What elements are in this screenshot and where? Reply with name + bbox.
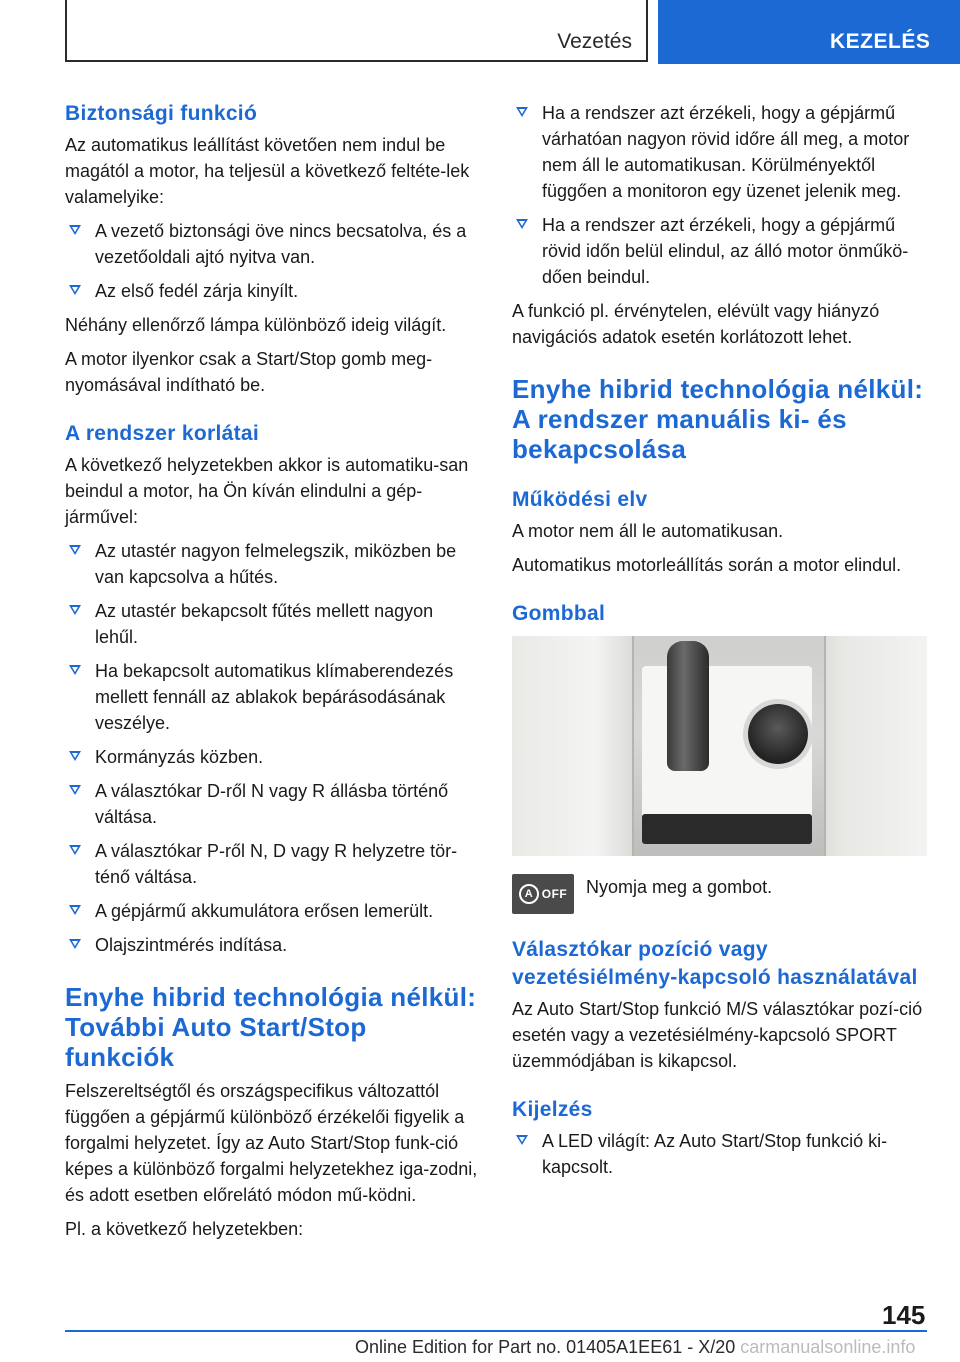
watermark-text: carmanualsonline.info — [740, 1337, 916, 1357]
heading-display: Kijelzés — [512, 1098, 593, 1121]
principle-text-1: A motor nem áll le automatikusan. — [512, 521, 784, 541]
safety-conditions-list — [65, 218, 480, 304]
selector-text: Az Auto Start/Stop funkció M/S választókar pozí-ció esetén vagy a vezetésiélmény-kapcsoló SPORT üzemmódjában is kikapcsol. — [512, 999, 923, 1071]
list-item: Ha a rendszer azt érzékeli, hogy a gépjármű rövid időn belül elindul, az álló motor önműkö-dően beindul. — [512, 212, 927, 290]
triangle-bullet-icon — [69, 751, 81, 761]
example-intro: Pl. a következő helyzetekben: — [65, 1219, 304, 1239]
footer — [355, 1337, 915, 1358]
limits-list — [65, 538, 480, 958]
heading-with-button: Gombbal — [512, 602, 606, 625]
list-item: A vezető biztonsági öve nincs becsatolva, és a vezetőoldali ajtó nyitva van. — [65, 218, 480, 270]
triangle-bullet-icon — [69, 845, 81, 855]
gear-selector-lever — [667, 641, 709, 771]
triangle-bullet-icon — [516, 107, 528, 117]
list-item: Az utastér nagyon felmelegszik, miközben be van kapcsolva a hűtés. — [65, 538, 480, 590]
triangle-bullet-icon — [69, 225, 81, 235]
list-item: Az utastér bekapcsolt fűtés mellett nagyon lehűl. — [65, 598, 480, 650]
limits-intro: A következő helyzetekben akkor is automatiku-san beindul a motor, ha Ön kíván elindulni a gép-járművel: — [65, 455, 469, 527]
header-chapter-tab — [658, 0, 960, 64]
lamps-note: Néhány ellenőrző lámpa különböző ideig világít. — [65, 315, 447, 335]
auto-start-stop-symbol: A — [519, 884, 539, 904]
auto-start-stop-off-icon — [512, 874, 574, 914]
navigation-note: A funkció pl. érvénytelen, elévült vagy hiányzó navigációs adatok esetén korlátozott lehet. — [512, 301, 880, 347]
triangle-bullet-icon — [516, 1135, 528, 1145]
triangle-bullet-icon — [69, 285, 81, 295]
principle-text-2: Automatikus motorleállítás során a motor elindul. — [512, 555, 902, 575]
list-item: Ha bekapcsolt automatikus klímaberendezés mellett fennáll az ablakok bepárásodásának veszélye. — [65, 658, 480, 736]
triangle-bullet-icon — [69, 785, 81, 795]
list-item: A választókar P-ről N, D vagy R helyzetre tör-ténő váltása. — [65, 838, 480, 890]
startstop-note: A motor ilyenkor csak a Start/Stop gomb meg-nyomásával indítható be. — [65, 349, 433, 395]
heading-selector-position: Választókar pozíció vagy vezetésiélmény-kapcsoló használatával — [512, 938, 918, 989]
heading-operating-principle: Működési elv — [512, 488, 648, 511]
triangle-bullet-icon — [69, 905, 81, 915]
header-chapter-title: KEZELÉS — [830, 30, 931, 53]
heading-safety-function: Biztonsági funkció — [65, 102, 258, 125]
list-item: Ha a rendszer azt érzékeli, hogy a gépjármű várhatóan nagyon rövid időre áll meg, a motor nem áll le automatikusan. Körülményektől függően a monitoron egy üzenet jelenik meg. — [512, 100, 927, 204]
further-text: Felszereltségtől és országspecifikus változattól függően a gépjármű különböző érzékelői figyelik a forgalmi helyzetet. Így az Auto Start/Stop funk-ció képes a különböző forgalmi helyzetekhez iga-zodni, és adott esetben előrelátó módon mű-ködni. — [65, 1081, 478, 1205]
list-item: Kormányzás közben. — [65, 744, 480, 770]
header-section-title: Vezetés — [557, 30, 632, 53]
header-section-box — [65, 0, 648, 62]
heading-system-limits: A rendszer korlátai — [65, 422, 259, 445]
footer-divider — [65, 1330, 927, 1332]
idrive-controller — [748, 704, 808, 764]
off-label: OFF — [541, 887, 568, 901]
press-button-text: Nyomja meg a gombot. — [586, 877, 773, 897]
right-column — [512, 100, 927, 1188]
edition-text: Online Edition for Part no. 01405A1EE61 - X/20 — [355, 1337, 736, 1357]
list-item: Olajszintmérés indítása. — [65, 932, 480, 958]
triangle-bullet-icon — [69, 545, 81, 555]
triangle-bullet-icon — [69, 665, 81, 675]
list-item: A LED világít: Az Auto Start/Stop funkció ki-kapcsolt. — [512, 1128, 927, 1180]
button-instruction-row — [512, 874, 927, 914]
prediction-list — [512, 100, 927, 290]
heading-further-functions: Enyhe hibrid technológia nélkül: További Auto Start/Stop funkciók — [65, 982, 477, 1072]
page-number: 145 — [882, 1300, 926, 1330]
list-item: A választókar D-ről N vagy R állásba történő váltása. — [65, 778, 480, 830]
center-console-photo — [512, 636, 927, 856]
triangle-bullet-icon — [69, 939, 81, 949]
triangle-bullet-icon — [516, 219, 528, 229]
list-item: Az első fedél zárja kinyílt. — [65, 278, 480, 304]
list-item: A gépjármű akkumulátora erősen lemerült. — [65, 898, 480, 924]
switch-strip — [642, 814, 812, 844]
display-list — [512, 1128, 927, 1180]
heading-manual-switching: Enyhe hibrid technológia nélkül: A rendszer manuális ki- és bekapcsolása — [512, 374, 924, 464]
triangle-bullet-icon — [69, 605, 81, 615]
safety-intro: Az automatikus leállítást követően nem indul be magától a motor, ha teljesül a következő feltéte-lek valamelyike: — [65, 135, 470, 207]
left-column — [65, 100, 480, 1250]
